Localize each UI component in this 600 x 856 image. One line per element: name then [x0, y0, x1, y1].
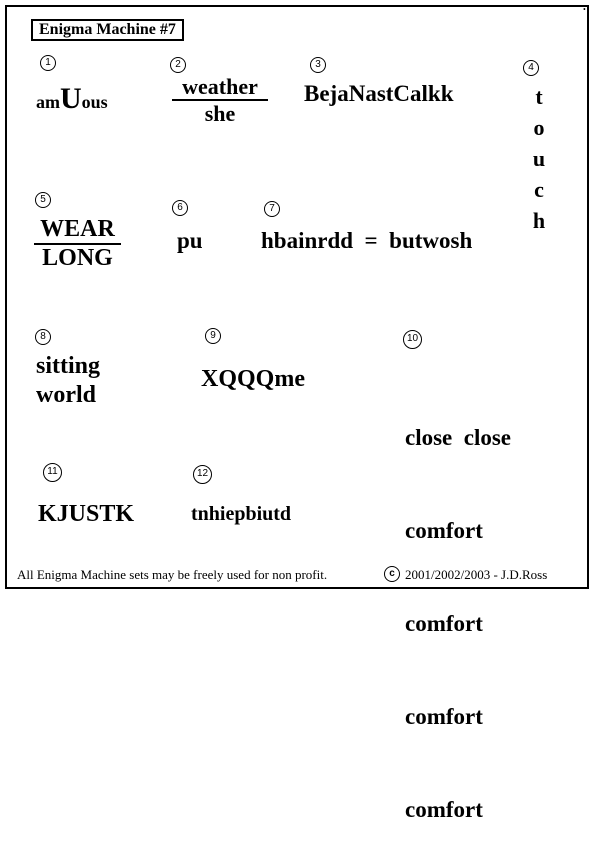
puzzle-4 [529, 81, 549, 236]
puzzle-8 [36, 352, 100, 410]
puzzle-6: pu [177, 228, 203, 253]
puzzle-number-7: 7 [264, 201, 280, 217]
puzzle-8-line: sitting [36, 353, 101, 379]
puzzle-1-part-a: am [36, 92, 60, 112]
puzzle-number-8: 8 [35, 329, 51, 345]
puzzle-2 [172, 74, 268, 126]
puzzle-2-bottom: she [204, 101, 236, 126]
puzzle-number-6: 6 [172, 200, 188, 216]
puzzle-number-9: 9 [205, 328, 221, 344]
puzzle-4-letter: h [532, 208, 546, 233]
puzzle-5-top: WEAR [40, 216, 115, 242]
puzzle-1 [36, 84, 108, 114]
puzzle-8-line: world [36, 382, 96, 408]
puzzle-1-part-c: ous [81, 92, 108, 112]
puzzle-4-letter: u [532, 146, 546, 171]
puzzle-10-line: close close [405, 425, 512, 450]
puzzle-7: hbainrdd = butwosh [261, 228, 473, 253]
puzzle-10-line: comfort [405, 611, 483, 636]
puzzle-10-line: comfort [405, 518, 483, 543]
puzzle-10-line: comfort [405, 704, 483, 729]
puzzle-4-letter: c [534, 177, 544, 202]
puzzle-4-letter: t [535, 84, 543, 109]
puzzle-number-5: 5 [35, 192, 51, 208]
footer-notice: All Enigma Machine sets may be freely used for non profit. [17, 567, 328, 582]
puzzle-5 [34, 216, 121, 272]
puzzle-12: tnhiepbiutd [191, 503, 292, 525]
footer-copyright: 2001/2002/2003 - J.D.Ross [405, 567, 548, 582]
corner-mark: • [583, 5, 586, 14]
puzzle-number-10: 10 [403, 330, 422, 349]
puzzle-number-2: 2 [170, 57, 186, 73]
puzzle-1-part-b: U [60, 82, 82, 115]
puzzle-3: BejaNastCalkk [304, 81, 454, 106]
puzzle-number-1: 1 [40, 55, 56, 71]
page-title: Enigma Machine #7 [31, 19, 184, 41]
puzzle-10 [405, 360, 511, 856]
puzzle-11: KJUSTK [38, 501, 135, 527]
puzzle-number-3: 3 [310, 57, 326, 73]
puzzle-number-12: 12 [193, 465, 212, 484]
puzzle-4-letter: o [533, 115, 545, 140]
puzzle-number-11: 11 [43, 463, 62, 482]
puzzle-10-line: comfort [405, 797, 483, 822]
copyright-icon: c [384, 566, 400, 582]
puzzle-number-4: 4 [523, 60, 539, 76]
puzzle-2-top: weather [182, 74, 258, 99]
puzzle-5-bottom: LONG [42, 245, 113, 271]
puzzle-9: XQQQme [201, 366, 305, 392]
